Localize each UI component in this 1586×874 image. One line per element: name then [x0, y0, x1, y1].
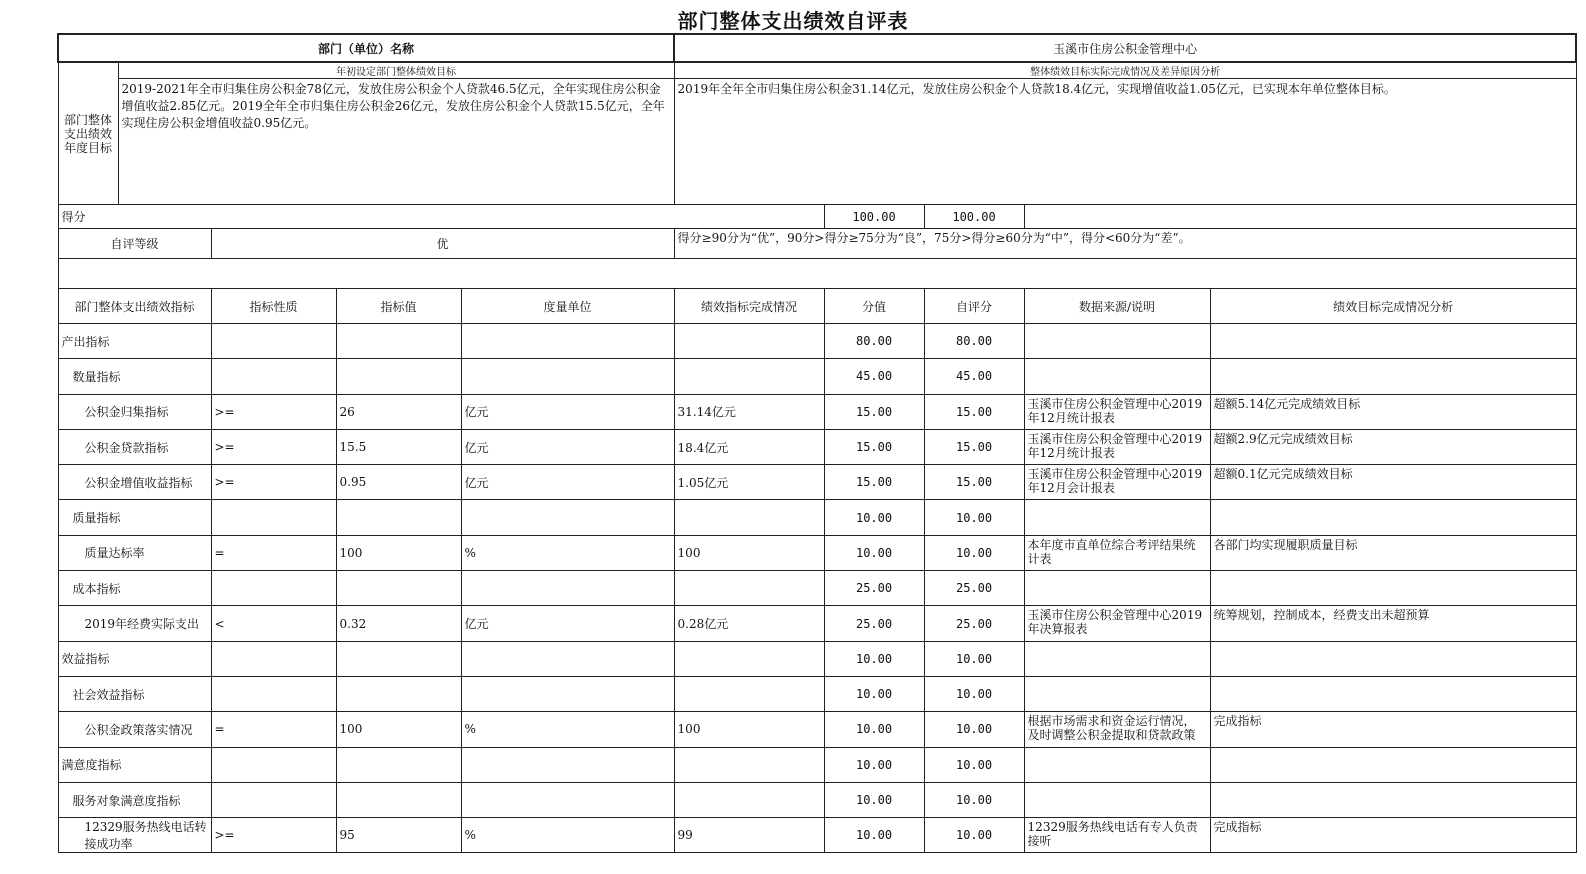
indicator-source [1024, 500, 1210, 535]
indicator-target [336, 641, 461, 676]
indicator-self-score: 10.00 [924, 818, 1024, 853]
indicator-name: 成本指标 [58, 571, 211, 606]
indicator-source: 玉溪市住房公积金管理中心2019年12月统计报表 [1024, 429, 1210, 464]
indicator-analysis [1210, 641, 1576, 676]
indicator-unit: 亿元 [461, 429, 674, 464]
indicator-analysis [1210, 500, 1576, 535]
indicator-nature: >= [211, 394, 336, 429]
indicator-self-score: 10.00 [924, 500, 1024, 535]
indicator-actual [674, 747, 824, 782]
indicator-score: 10.00 [824, 676, 924, 711]
indicator-name: 数量指标 [58, 359, 211, 394]
grade-label: 自评等级 [58, 229, 211, 259]
indicator-analysis [1210, 571, 1576, 606]
indicator-target: 95 [336, 818, 461, 853]
table-row [58, 324, 1576, 359]
indicator-actual [674, 500, 824, 535]
table-row [58, 465, 1576, 500]
indicator-source [1024, 359, 1210, 394]
table-row [58, 712, 1576, 747]
indicator-actual [674, 359, 824, 394]
indicator-score: 25.00 [824, 571, 924, 606]
page-title: 部门整体支出绩效自评表 [677, 9, 909, 33]
indicator-source [1024, 571, 1210, 606]
indicator-analysis: 超额5.14亿元完成绩效目标 [1210, 394, 1576, 429]
header-cell: 自评分 [924, 289, 1024, 324]
indicator-unit: % [461, 818, 674, 853]
indicator-nature: = [211, 712, 336, 747]
indicator-actual: 0.28亿元 [674, 606, 824, 641]
indicator-analysis [1210, 359, 1576, 394]
header-cell: 绩效指标完成情况 [674, 289, 824, 324]
indicator-name: 2019年经费实际支出 [58, 606, 211, 641]
table-row [58, 782, 1576, 817]
indicator-actual: 100 [674, 535, 824, 570]
indicator-target [336, 747, 461, 782]
indicator-target [336, 324, 461, 359]
indicator-score: 10.00 [824, 782, 924, 817]
indicator-analysis [1210, 782, 1576, 817]
blank-cell [58, 259, 1576, 289]
table-row [58, 606, 1576, 641]
indicator-nature: < [211, 606, 336, 641]
indicator-nature [211, 359, 336, 394]
indicator-nature [211, 324, 336, 359]
indicator-nature [211, 782, 336, 817]
indicator-name: 公积金增值收益指标 [58, 465, 211, 500]
indicator-score: 10.00 [824, 747, 924, 782]
indicator-target: 0.95 [336, 465, 461, 500]
indicator-nature [211, 571, 336, 606]
goals-text-row [58, 79, 1576, 205]
header-cell: 绩效目标完成情况分析 [1210, 289, 1576, 324]
goals-right-header: 整体绩效目标实际完成情况及差异原因分析 [674, 62, 1576, 79]
indicator-unit: 亿元 [461, 465, 674, 500]
indicator-actual [674, 782, 824, 817]
table-row [58, 500, 1576, 535]
indicator-score: 15.00 [824, 465, 924, 500]
indicator-target [336, 571, 461, 606]
indicator-target [336, 782, 461, 817]
indicator-self-score: 10.00 [924, 782, 1024, 817]
indicator-target [336, 500, 461, 535]
indicator-self-score: 45.00 [924, 359, 1024, 394]
indicator-unit: 亿元 [461, 606, 674, 641]
indicator-unit [461, 571, 674, 606]
indicator-nature: = [211, 535, 336, 570]
indicator-header-row [58, 289, 1576, 324]
indicator-analysis: 超额0.1亿元完成绩效目标 [1210, 465, 1576, 500]
indicator-source: 玉溪市住房公积金管理中心2019年12月会计报表 [1024, 465, 1210, 500]
indicator-self-score: 10.00 [924, 676, 1024, 711]
score-value: 100.00 [824, 205, 924, 229]
indicator-source: 12329服务热线电话有专人负责接听 [1024, 818, 1210, 853]
indicator-nature [211, 747, 336, 782]
indicator-name: 质量达标率 [58, 535, 211, 570]
indicator-score: 10.00 [824, 818, 924, 853]
indicator-self-score: 10.00 [924, 641, 1024, 676]
grade-row [58, 229, 1576, 259]
indicator-self-score: 15.00 [924, 429, 1024, 464]
grade-rule: 得分≥90分为“优”，90分>得分≥75分为“良”，75分>得分≥60分为“中”，得分<60分为“差”。 [674, 229, 1576, 259]
indicator-name: 满意度指标 [58, 747, 211, 782]
indicator-score: 10.00 [824, 641, 924, 676]
indicator-analysis: 完成指标 [1210, 818, 1576, 853]
indicator-name: 效益指标 [58, 641, 211, 676]
indicator-target: 15.5 [336, 429, 461, 464]
indicator-unit [461, 359, 674, 394]
indicator-name: 公积金归集指标 [58, 394, 211, 429]
table-row [58, 818, 1576, 853]
self-evaluation-table [57, 33, 1577, 853]
indicator-score: 45.00 [824, 359, 924, 394]
indicator-score: 25.00 [824, 606, 924, 641]
indicator-name: 社会效益指标 [58, 676, 211, 711]
indicator-name: 服务对象满意度指标 [58, 782, 211, 817]
indicator-analysis [1210, 747, 1576, 782]
goals-left-header: 年初设定部门整体绩效目标 [118, 62, 674, 79]
table-row [58, 535, 1576, 570]
indicator-analysis: 统筹规划，控制成本，经费支出未超预算 [1210, 606, 1576, 641]
indicator-unit [461, 324, 674, 359]
indicator-target: 100 [336, 712, 461, 747]
score-empty [1024, 205, 1576, 229]
indicator-nature: >= [211, 465, 336, 500]
score-label: 得分 [58, 205, 824, 229]
indicator-unit [461, 747, 674, 782]
header-cell: 指标性质 [211, 289, 336, 324]
indicator-actual: 18.4亿元 [674, 429, 824, 464]
indicator-actual [674, 571, 824, 606]
self-score-value: 100.00 [924, 205, 1024, 229]
indicator-actual [674, 641, 824, 676]
indicator-self-score: 80.00 [924, 324, 1024, 359]
header-cell: 分值 [824, 289, 924, 324]
indicator-nature [211, 500, 336, 535]
indicator-unit [461, 676, 674, 711]
indicator-score: 10.00 [824, 712, 924, 747]
indicator-source [1024, 782, 1210, 817]
indicator-analysis: 各部门均实现履职质量目标 [1210, 535, 1576, 570]
table-row [58, 571, 1576, 606]
indicator-self-score: 10.00 [924, 747, 1024, 782]
header-cell: 部门整体支出绩效指标 [58, 289, 211, 324]
indicator-analysis [1210, 324, 1576, 359]
indicator-source [1024, 747, 1210, 782]
dept-value: 玉溪市住房公积金管理中心 [674, 34, 1576, 62]
indicator-name: 公积金政策落实情况 [58, 712, 211, 747]
indicator-target [336, 359, 461, 394]
indicator-score: 80.00 [824, 324, 924, 359]
indicator-self-score: 10.00 [924, 535, 1024, 570]
indicator-analysis: 完成指标 [1210, 712, 1576, 747]
indicator-unit [461, 641, 674, 676]
indicator-name: 质量指标 [58, 500, 211, 535]
indicator-nature [211, 676, 336, 711]
table-row [58, 429, 1576, 464]
indicator-unit: % [461, 535, 674, 570]
indicator-score: 10.00 [824, 535, 924, 570]
indicator-nature [211, 641, 336, 676]
indicator-analysis: 超额2.9亿元完成绩效目标 [1210, 429, 1576, 464]
indicator-unit [461, 782, 674, 817]
indicator-target: 100 [336, 535, 461, 570]
indicator-actual: 99 [674, 818, 824, 853]
indicator-name: 公积金贷款指标 [58, 429, 211, 464]
blank-row [58, 259, 1576, 289]
indicator-source: 玉溪市住房公积金管理中心2019年12月统计报表 [1024, 394, 1210, 429]
indicator-unit: % [461, 712, 674, 747]
table-row [58, 747, 1576, 782]
indicator-actual [674, 324, 824, 359]
table-row [58, 394, 1576, 429]
indicator-name: 12329服务热线电话转接成功率 [58, 818, 211, 853]
indicator-source [1024, 676, 1210, 711]
indicator-target: 0.32 [336, 606, 461, 641]
indicator-score: 15.00 [824, 429, 924, 464]
table-row [58, 676, 1576, 711]
score-row [58, 205, 1576, 229]
indicator-source: 根据市场需求和资金运行情况，及时调整公积金提取和贷款政策 [1024, 712, 1210, 747]
dept-row [58, 34, 1576, 62]
indicator-target [336, 676, 461, 711]
indicator-unit: 亿元 [461, 394, 674, 429]
indicator-name: 产出指标 [58, 324, 211, 359]
indicator-self-score: 25.00 [924, 571, 1024, 606]
indicator-source [1024, 641, 1210, 676]
header-cell: 指标值 [336, 289, 461, 324]
indicator-score: 10.00 [824, 500, 924, 535]
table-row [58, 641, 1576, 676]
indicator-actual: 100 [674, 712, 824, 747]
goals-right-text: 2019年全年全市归集住房公积金31.14亿元，发放住房公积金个人贷款18.4亿元，实现增值收益1.05亿元，已实现本年单位整体目标。 [674, 79, 1576, 205]
header-cell: 数据来源/说明 [1024, 289, 1210, 324]
header-cell: 度量单位 [461, 289, 674, 324]
indicator-actual [674, 676, 824, 711]
indicator-score: 15.00 [824, 394, 924, 429]
indicator-actual: 1.05亿元 [674, 465, 824, 500]
indicator-actual: 31.14亿元 [674, 394, 824, 429]
indicator-self-score: 15.00 [924, 465, 1024, 500]
indicator-nature: >= [211, 818, 336, 853]
indicator-self-score: 25.00 [924, 606, 1024, 641]
indicator-unit [461, 500, 674, 535]
indicator-source [1024, 324, 1210, 359]
indicator-self-score: 15.00 [924, 394, 1024, 429]
table-row [58, 359, 1576, 394]
dept-label: 部门（单位）名称 [58, 34, 674, 62]
indicator-nature: >= [211, 429, 336, 464]
indicator-source: 玉溪市住房公积金管理中心2019年决算报表 [1024, 606, 1210, 641]
goals-left-text: 2019-2021年全市归集住房公积金78亿元，发放住房公积金个人贷款46.5亿元，全年实现住房公积金增值收益2.85亿元。2019全年全市归集住房公积金26亿元，发放住房公积金个人贷款15.5亿元，全年实现住房公积金增值收益0.95亿元。 [118, 79, 674, 205]
indicator-source: 本年度市直单位综合考评结果统计表 [1024, 535, 1210, 570]
goals-header-row [58, 62, 1576, 79]
grade-value: 优 [211, 229, 674, 259]
indicator-target: 26 [336, 394, 461, 429]
indicator-self-score: 10.00 [924, 712, 1024, 747]
indicator-analysis [1210, 676, 1576, 711]
goals-side-label: 部门整体支出绩效年度目标 [58, 62, 118, 205]
